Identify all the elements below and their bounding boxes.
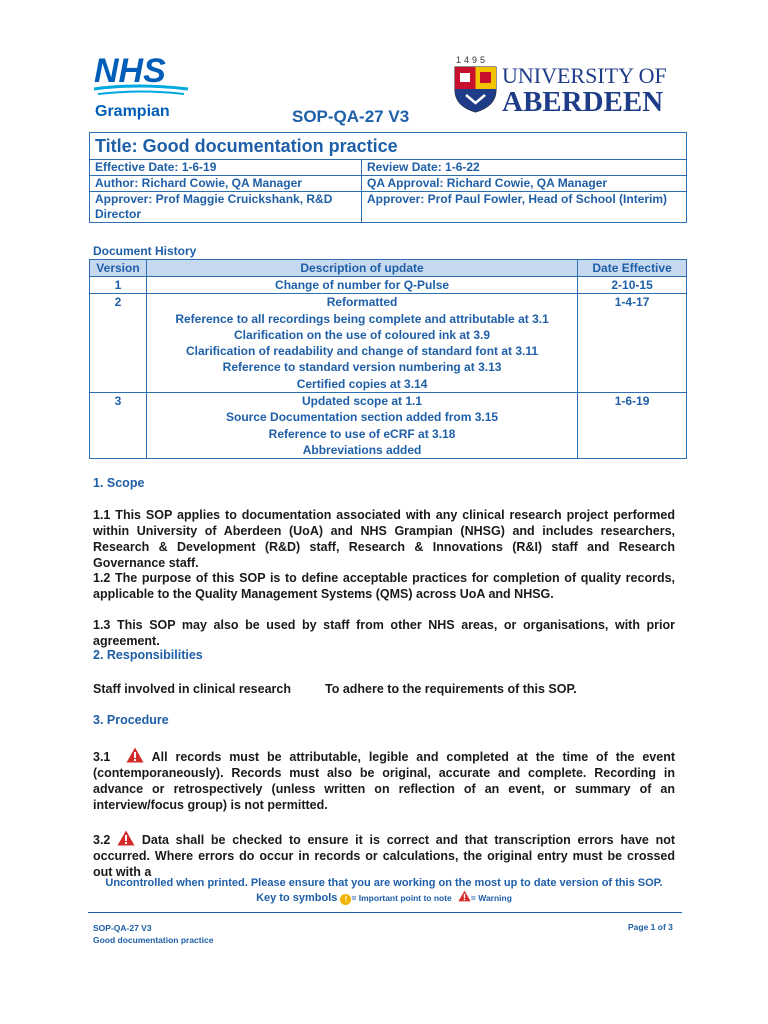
paragraph-3-1: [93, 747, 675, 813]
paragraph-1-1: 1.1 This SOP applies to documentation associated with any clinical research project performed within University of Aberdeen (UoA) and NHS Grampian (NHSG) and includes researchers, Research & Development (R&D) staff, Research & Innovations (R&I) staff and Research Governance staff.: [93, 508, 675, 570]
responsibilities-heading: 2. Responsibilities: [93, 648, 203, 662]
responsibility-duty: To adhere to the requirements of this SOP.: [325, 682, 577, 696]
important-label: = Important point to note: [351, 893, 452, 903]
document-history-table: [89, 259, 687, 459]
paragraph-1-3: 1.3 This SOP may also be used by staff from other NHS areas, or organisations, with prior agreement.: [93, 618, 675, 648]
table-row: [90, 277, 687, 294]
description-line: Certified copies at 3.14: [296, 376, 428, 391]
table-row: [90, 294, 687, 393]
paragraph-3-2-text: Data shall be checked to ensure it is correct and that transcription errors have not occurred. Where errors do occur in records or calculations, the original entry must be crossed out with a: [93, 833, 675, 879]
header-version: Version: [90, 260, 147, 277]
uoa-logo-line2: ABERDEEN: [502, 86, 664, 116]
title-table: [89, 132, 687, 223]
footer-sop-code: SOP-QA-27 V3: [93, 923, 152, 933]
description-line: Abbreviations added: [302, 442, 422, 457]
aberdeen-crest-icon: [455, 67, 496, 112]
description-line: Reference to use of eCRF at 3.18: [268, 426, 456, 441]
description-line: Clarification of readability and change of standard font at 3.11: [186, 344, 539, 359]
description-line: Clarification on the use of coloured ink at 3.9: [234, 327, 491, 342]
warning-icon: [117, 830, 135, 846]
document-history-label: Document History: [93, 244, 197, 258]
uncontrolled-notice: Uncontrolled when printed. Please ensure that you are working on the most up to date version of this SOP.: [105, 877, 663, 889]
nhs-logo-mark: NHS: [94, 52, 166, 90]
paragraph-3-2-number: 3.2: [93, 833, 111, 847]
row-version: 3: [90, 393, 147, 459]
effective-date: Effective Date: 1-6-19: [90, 160, 362, 176]
qa-approval: QA Approval: Richard Cowie, QA Manager: [362, 176, 687, 192]
row-description: [146, 294, 577, 393]
row-description: [146, 393, 577, 459]
paragraph-1-2: 1.2 The purpose of this SOP is to define acceptable practices for completion of quality records, applicable to the Quality Management Systems (QMS) across UoA and NHSG.: [93, 571, 675, 601]
nhs-logo-region: Grampian: [95, 103, 170, 120]
uoa-logo-line1: UNIVERSITY OF: [502, 63, 667, 88]
approver-right: Approver: Prof Paul Fowler, Head of School (Interim): [362, 192, 687, 223]
warning-label: = Warning: [470, 893, 512, 903]
key-label: Key to symbols: [256, 892, 338, 904]
row-date: 2-10-15: [578, 277, 687, 294]
footer-doc-title: Good documentation practice: [93, 935, 214, 945]
paragraph-3-1-text: All records must be attributable, legible and completed at the time of the event (contemporaneously). Records must also be original, accurate and complete. Recording in advance or retrospectively (unless written on reflection of an event, or summary of an interview/focus group) is not permitted.: [93, 750, 675, 812]
procedure-heading: 3. Procedure: [93, 713, 169, 727]
row-version: 1: [90, 277, 147, 294]
description-line: Change of number for Q-Pulse: [275, 278, 450, 292]
description-line: Reformatted: [326, 295, 398, 310]
scope-heading: 1. Scope: [93, 476, 145, 490]
row-description: [146, 277, 577, 294]
description-line: Reference to standard version numbering at 3.13: [222, 360, 502, 375]
nhs-grampian-logo: [92, 52, 202, 122]
footer-divider: [88, 912, 682, 913]
important-point-icon: !: [340, 894, 351, 905]
symbol-key: [0, 890, 768, 905]
university-of-aberdeen-logo: [452, 54, 678, 116]
responsibility-role: Staff involved in clinical research: [93, 682, 291, 696]
row-date: 1-4-17: [578, 294, 687, 393]
row-date: 1-6-19: [578, 393, 687, 459]
author: Author: Richard Cowie, QA Manager: [90, 176, 362, 192]
paragraph-3-1-number: 3.1: [93, 750, 111, 764]
header-date-effective: Date Effective: [578, 260, 687, 277]
description-line: Updated scope at 1.1: [302, 394, 423, 409]
warning-icon: [126, 747, 144, 763]
header-description: Description of update: [146, 260, 577, 277]
description-line: Reference to all recordings being complete and attributable at 3.1: [175, 311, 549, 326]
sop-code: SOP-QA-27 V3: [292, 107, 410, 126]
table-header-row: [90, 260, 687, 277]
uoa-logo-year: 1495: [456, 55, 489, 65]
warning-icon: [458, 890, 471, 902]
page-number: Page 1 of 3: [628, 922, 673, 932]
row-version: 2: [90, 294, 147, 393]
review-date: Review Date: 1-6-22: [362, 160, 687, 176]
document-title: Title: Good documentation practice: [90, 133, 687, 160]
footer-left: [93, 922, 213, 946]
approver-left: Approver: Prof Maggie Cruickshank, R&D Director: [90, 192, 362, 223]
table-row: [90, 393, 687, 459]
description-line: Source Documentation section added from 3.15: [226, 410, 499, 425]
paragraph-3-2: [93, 830, 675, 880]
